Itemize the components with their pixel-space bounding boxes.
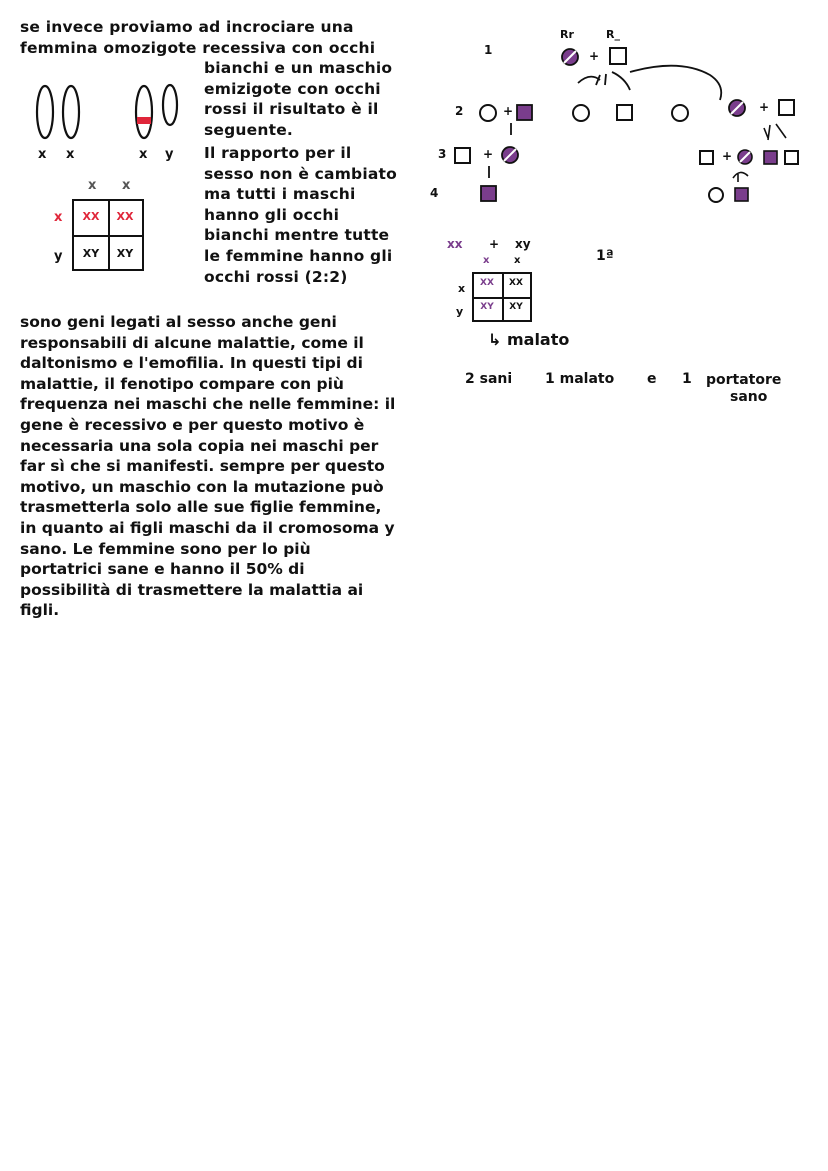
punnett-left-cell-1: XX <box>82 210 100 223</box>
gen3-male <box>455 148 470 163</box>
summary-sani: 2 sani <box>465 371 513 387</box>
male-label-x: x <box>139 147 148 162</box>
para-line-9: motivo, un maschio con la mutazione può <box>20 477 384 496</box>
punnett-left-side-2: y <box>54 249 63 264</box>
female-chromosome-2 <box>63 86 79 138</box>
generation-1: 1 <box>484 43 493 57</box>
intro-line-1: se invece proviamo ad incrociare una <box>20 18 354 36</box>
result-arrow-malato: ↳ malato <box>488 330 570 349</box>
intro-line-4: emizigote con occhi <box>204 79 381 98</box>
intro-text <box>20 17 410 58</box>
gen3-right-male <box>700 151 713 164</box>
pedigree-plus-right-gen3: + <box>722 149 733 163</box>
para-line-10: trasmetterla solo alle sue figlie femmine, <box>20 498 382 517</box>
punnett-left-cell-2: XX <box>116 210 134 223</box>
gen1-male <box>610 48 626 64</box>
gen2-sibling-female-2 <box>672 105 688 121</box>
ratio-line-2: sesso non è cambiato <box>204 164 397 183</box>
gen2-female <box>480 105 496 121</box>
pedigree-label-r: R_ <box>606 28 620 41</box>
pedigree-plus-right: + <box>759 100 770 114</box>
summary-uno: 1 <box>682 371 692 387</box>
punnett-left-top-1: x <box>88 178 97 193</box>
ratio-line-7: occhi rossi (2:2) <box>204 267 348 286</box>
female-label-2: x <box>66 147 75 162</box>
punnett-right-cell-3: XY <box>480 302 494 312</box>
ratio-line-3: ma tutti i maschi <box>204 185 356 204</box>
red-allele-mark <box>137 117 151 124</box>
punnett-left-cell-4: XY <box>116 247 134 260</box>
summary-malato: 1 malato <box>545 371 615 387</box>
ratio-line-6: le femmine hanno gli <box>204 246 393 265</box>
punnett-left-cell-3: XY <box>82 247 100 260</box>
para-line-14: possibilità di trasmettere la malattia ai <box>20 580 364 599</box>
summary-e: e <box>647 371 657 387</box>
male-chromosome-y <box>163 85 177 125</box>
male-chromosome-x <box>136 86 152 138</box>
punnett-right-plus: + <box>489 237 500 251</box>
para-line-6: gene è recessivo e per questo motivo è <box>20 415 365 434</box>
summary-sano: sano <box>730 389 768 405</box>
gen1-carrier-female <box>562 49 578 65</box>
punnett-right-top-1: x <box>483 255 490 266</box>
summary-portatore: portatore <box>706 372 782 388</box>
intro-line-5: rossi il risultato è il <box>204 100 379 119</box>
gen4-right-affected-male <box>735 188 748 201</box>
gen2-sibling-female <box>573 105 589 121</box>
para-line-7: necessaria una sola copia nei maschi per <box>20 436 379 455</box>
gen4-female <box>709 188 723 202</box>
intro-text-continued <box>204 58 414 140</box>
punnett-right-top-2: x <box>514 255 521 266</box>
gen3-right-affected-male <box>764 151 777 164</box>
para-line-12: sano. Le femmine sono per lo più <box>20 539 311 558</box>
punnett-left-side-1: x <box>54 210 63 225</box>
punnett-right-side-1: x <box>458 282 466 295</box>
punnett-right-cell-2: XX <box>509 278 523 288</box>
female-chromosome-1 <box>37 86 53 138</box>
punnett-right-parent-male: xy <box>515 237 531 251</box>
punnett-right-side-2: y <box>456 305 464 318</box>
generation-2: 2 <box>455 104 464 118</box>
ratio-line-1: Il rapporto per il <box>204 144 352 162</box>
intro-line-3: bianchi e un maschio <box>204 59 393 77</box>
generation-3: 3 <box>438 147 447 161</box>
ratio-line-4: hanno gli occhi <box>204 205 340 224</box>
ratio-note <box>204 143 414 287</box>
punnett-left-top-2: x <box>122 178 131 193</box>
para-line-4: malattie, il fenotipo compare con più <box>20 374 344 393</box>
gen2-partner-male <box>779 100 794 115</box>
male-label-y: y <box>165 147 174 162</box>
gen2-sibling-male <box>617 105 632 120</box>
pedigree-plus-gen2: + <box>503 104 514 118</box>
para-line-15: figli. <box>20 601 60 620</box>
gen2-affected-male <box>517 105 532 120</box>
punnett-right-cell-1: XX <box>480 278 494 288</box>
punnett-right-cell-4: XY <box>509 302 523 312</box>
punnett-right-parent-female: xx <box>447 237 463 251</box>
para-line-8: far sì che si manifesti. sempre per questo <box>20 457 385 476</box>
ratio-line-5: bianchi mentre tutte <box>204 226 390 245</box>
pedigree-label-rr: Rr <box>560 28 574 41</box>
pedigree-plus-gen3: + <box>483 147 494 161</box>
para-line-11: in quanto ai figli maschi da il cromosoma y <box>20 518 395 537</box>
generation-4: 4 <box>430 186 439 200</box>
para-line-5: frequenza nei maschi che nelle femmine: il <box>20 395 396 414</box>
para-line-3: daltonismo e l'emofilia. In questi tipi di <box>20 354 363 373</box>
para-line-2: responsabili di alcune malattie, come il <box>20 333 364 352</box>
gen3-right-carrier-female <box>738 150 752 164</box>
gen3-carrier-female <box>502 147 518 163</box>
pedigree-plus-gen1: + <box>589 49 600 63</box>
gen2-carrier-female <box>729 100 745 116</box>
intro-line-6: seguente. <box>204 120 294 139</box>
para-line-1: sono geni legati al sesso anche geni <box>20 313 337 331</box>
sex-linked-paragraph <box>20 312 405 621</box>
generation-mark: 1ª <box>596 248 614 264</box>
intro-line-2: femmina omozigote recessiva con occhi <box>20 38 376 57</box>
gen3-right-male-2 <box>785 151 798 164</box>
para-line-13: portatrici sane e hanno il 50% di <box>20 560 305 579</box>
gen4-affected-male <box>481 186 496 201</box>
female-label-1: x <box>38 147 47 162</box>
